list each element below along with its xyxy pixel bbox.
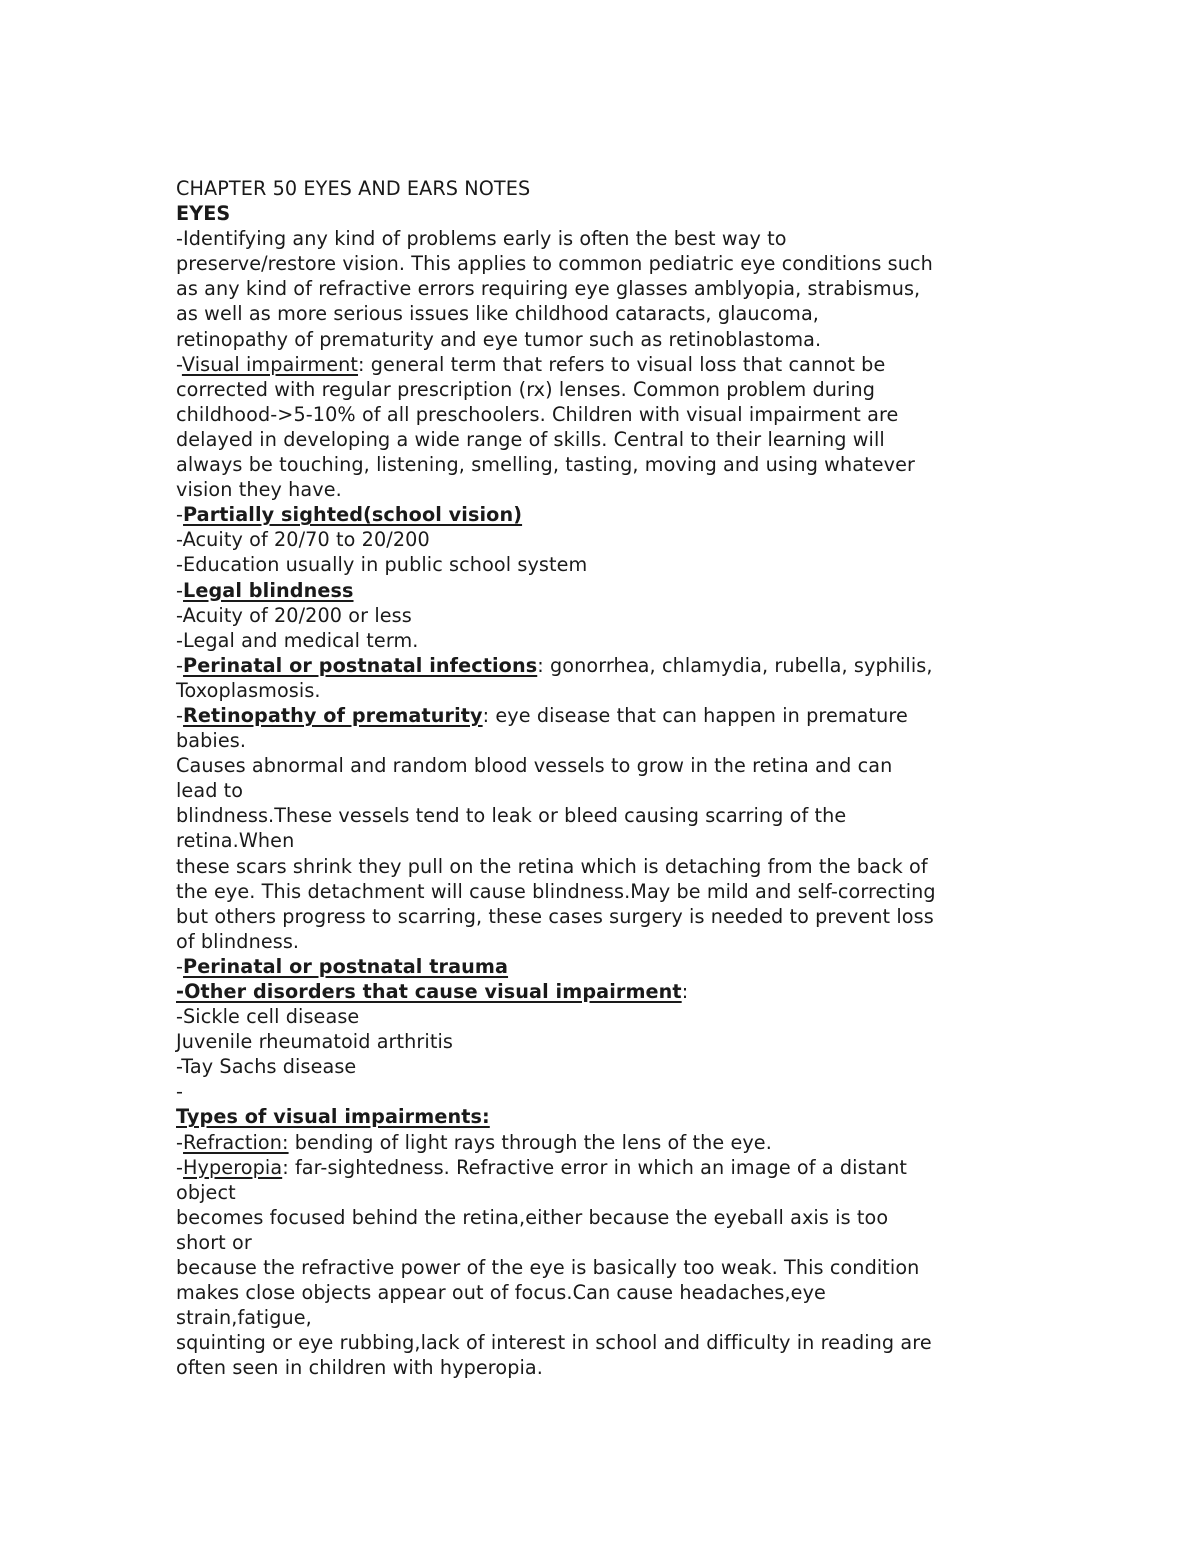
text-line: short or: [176, 1230, 252, 1254]
term-line: [176, 653, 1036, 678]
term-line: [176, 703, 1036, 728]
text-line: becomes focused behind the retina,either because the eyeball axis is too: [176, 1205, 889, 1229]
term-legal-blindness: Legal blindness: [183, 578, 354, 602]
infections-section: [176, 653, 1036, 703]
text-line: strain,fatigue,: [176, 1306, 312, 1330]
term-line: [176, 352, 1036, 377]
text-line: -Legal and medical term.: [176, 628, 419, 652]
text-line: but others progress to scarring, these cases surgery is needed to prevent loss: [176, 904, 934, 928]
term-line: [176, 502, 1036, 527]
term-visual-impairment: Visual impairment: [181, 352, 359, 376]
text-line: retina.When: [176, 829, 295, 853]
term-retinopathy: Retinopathy of prematurity: [183, 703, 483, 727]
definition-text: bending of light rays through the lens of the eye.: [288, 1130, 772, 1154]
dash: -: [176, 954, 184, 978]
page-title: CHAPTER 50 EYES AND EARS NOTES: [176, 177, 531, 200]
definition-text: : far-sightedness. Refractive error in which an image of a distant: [282, 1155, 908, 1179]
other-disorders-section: [176, 979, 1036, 1104]
partially-sighted-section: [176, 502, 1036, 577]
term-line: [176, 979, 1036, 1004]
definition-text: : eye disease that can happen in premature: [482, 703, 908, 727]
text-line: delayed in developing a wide range of skills. Central to their learning will: [176, 427, 885, 451]
dash: -: [176, 503, 184, 527]
term-perinatal-infections: Perinatal or postnatal infections: [183, 653, 538, 677]
text-line: as any kind of refractive errors requiring eye glasses amblyopia, strabismus,: [176, 277, 921, 301]
term-hyperopia: Hyperopia: [183, 1155, 283, 1179]
hyperopia-section: [176, 1155, 1036, 1381]
dash: -: [176, 703, 184, 727]
text-line: Causes abnormal and random blood vessels to grow in the retina and can: [176, 754, 893, 778]
text-line: often seen in children with hyperopia.: [176, 1356, 543, 1380]
text-line: -Education usually in public school system: [176, 553, 588, 577]
text-line: squinting or eye rubbing,lack of interest in school and difficulty in reading are: [176, 1331, 932, 1355]
dash: -: [176, 1130, 184, 1154]
list-item: -: [176, 1080, 184, 1104]
term-other-disorders: -Other disorders that cause visual impairment: [176, 980, 682, 1003]
term-line: [176, 954, 1036, 979]
dash: -: [176, 352, 182, 376]
definition-text: : gonorrhea, chlamydia, rubella, syphilis,: [537, 653, 933, 677]
term-refraction: Refraction:: [183, 1130, 289, 1154]
text-line: -Identifying any kind of problems early is often the best way to: [176, 227, 787, 251]
text-line: Toxoplasmosis.: [176, 678, 321, 702]
text-line: because the refractive power of the eye is basically too weak. This condition: [176, 1256, 920, 1280]
text-line: vision they have.: [176, 478, 342, 502]
text-line: -Acuity of 20/70 to 20/200: [176, 528, 430, 552]
dash: -: [176, 653, 184, 677]
text-line: babies.: [176, 729, 247, 753]
rop-section: [176, 703, 1036, 954]
list-item: Juvenile rheumatoid arthritis: [176, 1030, 454, 1054]
text-line: always be touching, listening, smelling, tasting, moving and using whatever: [176, 453, 915, 477]
text-line: the eye. This detachment will cause blindness.May be mild and self-correcting: [176, 879, 936, 903]
intro-paragraph: [176, 226, 1036, 351]
term-line: [176, 1130, 1036, 1155]
term-line: [176, 1155, 1036, 1180]
text-line: object: [176, 1180, 236, 1204]
list-item: -Tay Sachs disease: [176, 1055, 357, 1079]
text-line: lead to: [176, 779, 244, 803]
text-line: as well as more serious issues like childhood cataracts, glaucoma,: [176, 302, 819, 326]
legal-blindness-section: [176, 578, 1036, 653]
definition-text: :: [681, 980, 689, 1003]
text-line: of blindness.: [176, 929, 300, 953]
text-line: corrected with regular prescription (rx) lenses. Common problem during: [176, 377, 876, 401]
text-line: makes close objects appear out of focus.Can cause headaches,eye: [176, 1281, 826, 1305]
dash: -: [176, 1155, 184, 1179]
term-perinatal-trauma: Perinatal or postnatal trauma: [183, 954, 509, 978]
term-line: [176, 578, 1036, 603]
text-line: retinopathy of prematurity and eye tumor such as retinoblastoma.: [176, 327, 822, 351]
types-heading: Types of visual impairments:: [176, 1105, 490, 1129]
text-line: preserve/restore vision. This applies to common pediatric eye conditions such: [176, 252, 933, 276]
section-heading-eyes: EYES: [176, 202, 231, 226]
list-item: -Sickle cell disease: [176, 1005, 360, 1029]
document-page: [176, 176, 1036, 1381]
text-line: these scars shrink they pull on the retina which is detaching from the back of: [176, 854, 928, 878]
dash: -: [176, 578, 184, 602]
text-line: blindness.These vessels tend to leak or bleed causing scarring of the: [176, 804, 847, 828]
definition-text: : general term that refers to visual loss that cannot be: [358, 352, 886, 376]
visual-impairment-paragraph: [176, 352, 1036, 503]
text-line: childhood->5-10% of all preschoolers. Children with visual impairment are: [176, 402, 899, 426]
term-partially-sighted: Partially sighted(school vision): [183, 503, 523, 527]
text-line: -Acuity of 20/200 or less: [176, 603, 412, 627]
